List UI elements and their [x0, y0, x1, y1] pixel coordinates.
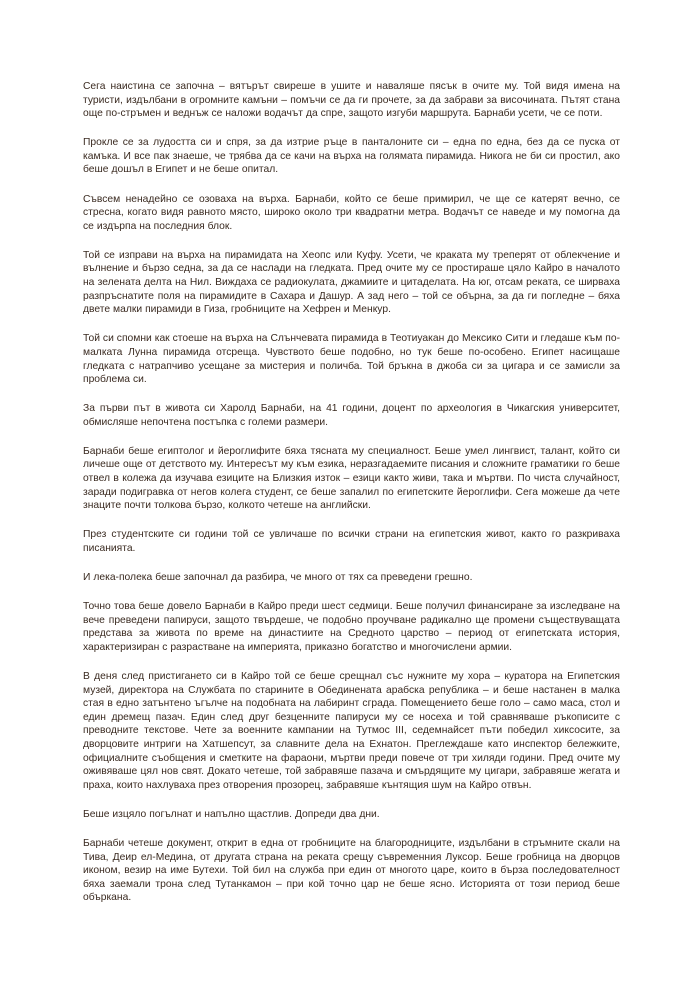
paragraph: Сега наистина се започна – вятърът свиреше в ушите и наваляше пясък в очите му. Той видя имена на туристи, издълбани в огромните камъни – помъчи се да ги прочете, за да забрави за височината. Пътят стана още по-стръмен и веднъж се наложи водачът да спре, защото изгуби маршрута. Барнаби усети, че се поти.: [83, 81, 620, 120]
paragraph: В деня след пристигането си в Кайро той се беше срещнал със нужните му хора – куратора на Египетския музей, директора на Службата по старините в Обединената арабска република – и беше настанен в малка стая в едно затънтено ъгълче на подобната на лабиринт сграда. Помещението беше голо – само маса, стол и един дремещ пазач. Един след друг безценните папируси му се носеха и той сравняваше ръкописите с преводните текстове. Чете за военните кампании на Тутмос III, седемнайсет пъти победил хиксосите, за дворцовите интриги на Хатшепсут, за славните дела на Ехнатон. Преглеждаше като инспектор бележките, официалните съобщения и сметките на фараони, мъртви преди повече от три хиляди години. Пред очите му оживяваше цял нов свят. Докато четеше, той забравяше пазача и смърдящите му цигари, забравяше жегата и праха, които нахлуваха през отворения прозорец, забравяше кънтящия шум на Кайро отвън.: [83, 671, 620, 791]
paragraph: Беше изцяло погълнат и напълно щастлив. Допреди два дни.: [83, 808, 380, 820]
paragraph: И лека-полека беше започнал да разбира, че много от тях са преведени грешно.: [83, 572, 473, 584]
paragraph: Точно това беше довело Барнаби в Кайро преди шест седмици. Беше получил финансиране за изследване на вече преведени папируси, защото твърдеше, че подобно проучване радикално ще промени съществуващата представа за живота по време на династиите на Средното царство – период от египетската история, характеризиран с разрастване на империята, приказно богатство и многочислени армии.: [83, 601, 620, 653]
paragraph: Прокле се за лудостта си и спря, за да изтрие ръце в панталоните си – една по една, без да се пуска от камъка. И все пак знаеше, че трябва да се качи на върха на голямата пирамида. Никога не би си простил, ако беше дошъл в Египет и не беше опитал.: [83, 137, 620, 176]
paragraph: Той се изправи на върха на пирамидата на Хеопс или Куфу. Усети, че краката му треперят от облекчение и вълнение и бързо седна, за да се наслади на гледката. Пред очите му се простираше цяло Кайро в началото на зелената делта на Нил. Виждаха се радиокулата, джамиите и цитаделата. На юг, отсам реката, се ширваха разпръснатите поля на пирамидите в Сахара и Дашур. А зад него – той се обърна, за да ги погледне – бяха двете малки пирамиди в Гиза, гробниците на Хефрен и Менкур.: [83, 249, 620, 316]
paragraph: Той си спомни как стоеше на върха на Слънчевата пирамида в Теотиуакан до Мексико Сити и гледаше към по-малката Лунна пирамида отсреща. Чувството беше подобно, но тук беше по-особено. Египет насищаше гледката с натрапчиво усещане за мистерия и поличба. Той бръкна в джоба си за цигара и се замисли за проблема си.: [83, 333, 620, 386]
paragraph: През студентските си години той се увличаше по всички страни на египетския живот, както го разкриваха писанията.: [83, 529, 620, 554]
paragraph: За първи път в живота си Харолд Барнаби, на 41 години, доцент по археология в Чикагския университет, обмисляше непочтена постъпка с големи размери.: [83, 403, 620, 428]
paragraph: Съвсем ненадейно се озоваха на върха. Барнаби, който се беше примирил, че ще се катерят вечно, се стресна, когато видя равното място, широко около три квадратни метра. Водачът се наведе и му помогна да се издърпа на последния блок.: [83, 193, 620, 232]
paragraph: Барнаби беше египтолог и йероглифите бяха тясната му специалност. Беше умел лингвист, талант, който си личеше още от детството му. Интересът му към езика, неразгадаемите писания и сложните граматики го беше отвел в колежа да изучава езиците на Близкия изток – езици както живи, така и мъртви. По чиста случайност, заради подигравка от негов колега студент, се беше запалил по египетските йероглифи. Сега можеше да чете знаците почти толкова бързо, колкото четеше на английски.: [83, 445, 620, 512]
document-body: [83, 80, 620, 920]
paragraph: Барнаби четеше документ, открит в една от гробниците на благородниците, издълбани в стръмните скали на Тива, Деир ел-Медина, от другата страна на реката срещу съвременния Луксор. Беше гробница на дворцов иконом, везир на име Бутехи. Той бил на служба при един от многото царе, които в бърза последователност бяха заемали трона след Тутанкамон – при кой точно цар не беше ясно. Историята от този период беше объркана.: [83, 837, 620, 904]
